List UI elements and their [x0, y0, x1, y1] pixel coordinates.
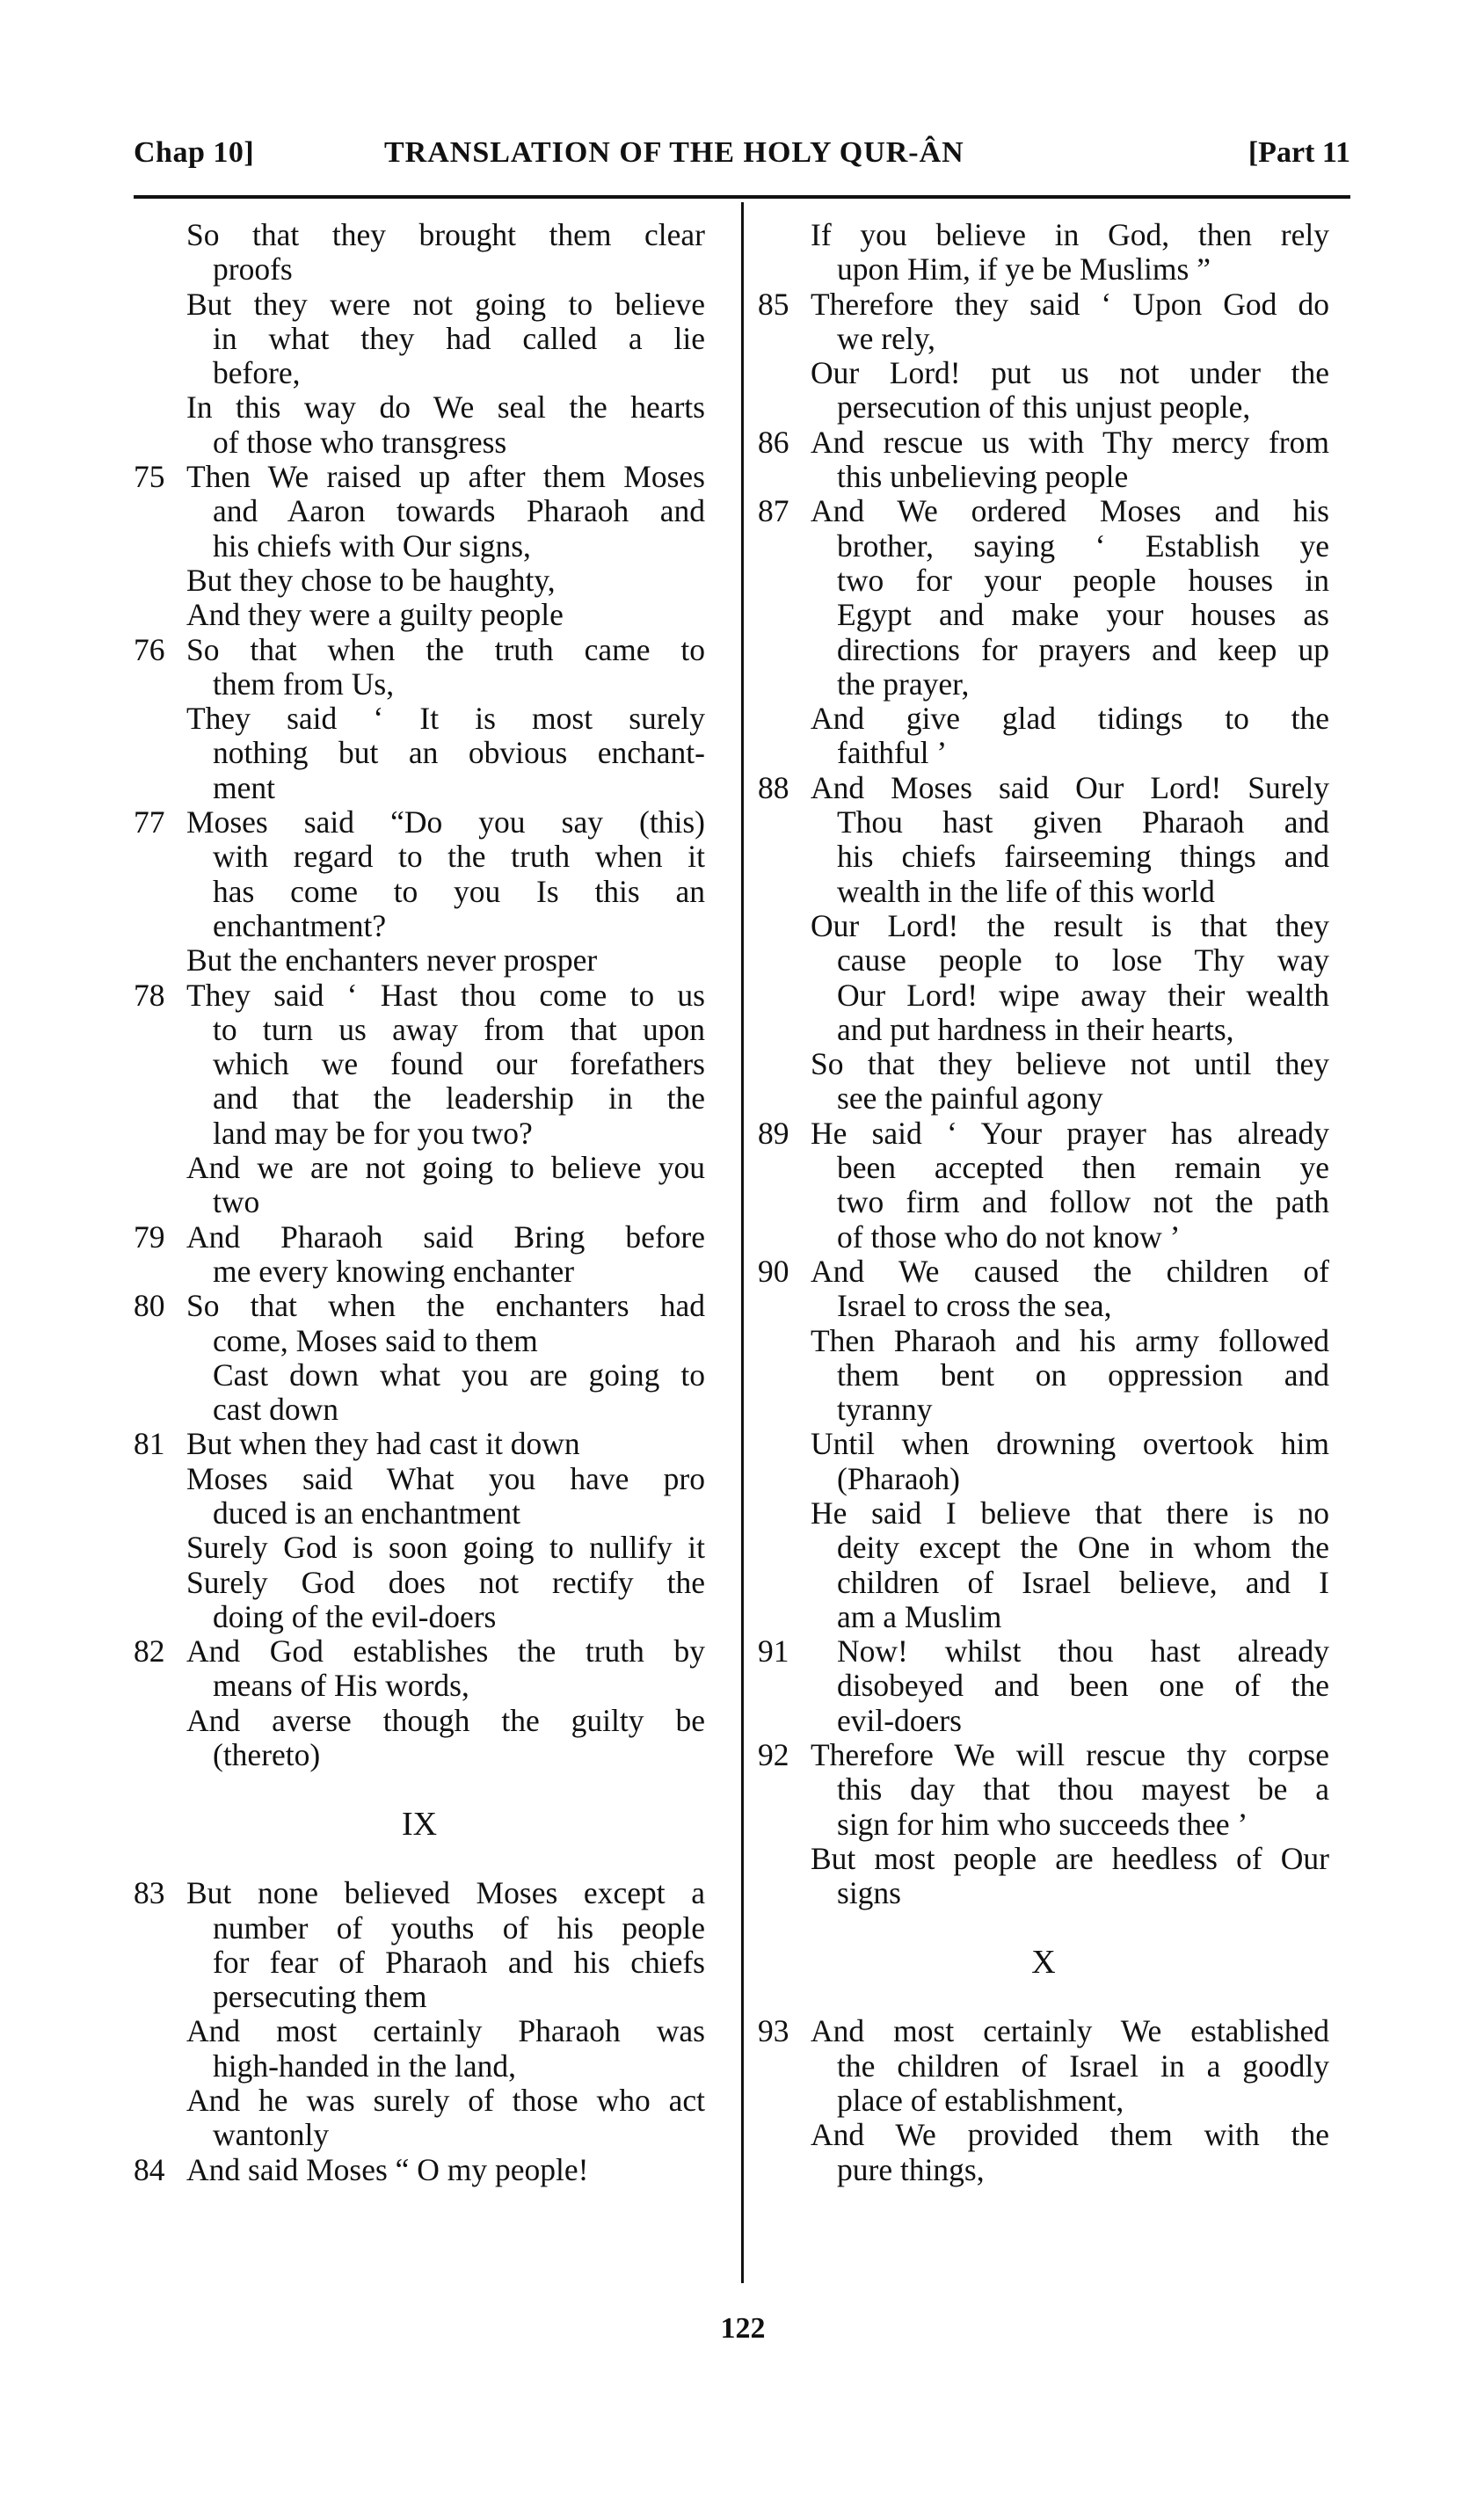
- verse-text: Israel to cross the sea,: [837, 1288, 1112, 1324]
- verse-text: this day that thou mayest be a: [837, 1771, 1329, 1808]
- verse-line: [758, 598, 1329, 632]
- verse-number: 77: [134, 804, 165, 840]
- verse-text: Until when drowning overtook him: [811, 1426, 1329, 1462]
- page-number: 122: [720, 2312, 766, 2345]
- verse-text: But they chose to be haughty,: [186, 562, 556, 598]
- verse-text: land may be for you two?: [213, 1115, 533, 1151]
- verse-line: [134, 1738, 705, 1772]
- verse-text: Now! whilst thou hast already: [837, 1633, 1329, 1669]
- verse-text: enchantment?: [213, 907, 387, 943]
- verse-text: Surely God does not rectify the: [186, 1564, 705, 1600]
- verse-text: signs: [837, 1875, 901, 1911]
- verse-number: 87: [758, 493, 789, 529]
- verse-line: [758, 1358, 1329, 1393]
- verse-line: [758, 1081, 1329, 1116]
- verse-text: two for your people houses in: [837, 562, 1329, 598]
- verse-line: [758, 1876, 1329, 1910]
- verse-text: in what they had called a lie: [213, 320, 705, 356]
- verse-text: But most people are heedless of Our: [811, 1840, 1329, 1876]
- verse-line: [758, 1324, 1329, 1358]
- verse-line: [758, 1669, 1329, 1703]
- verse-text: persecuting them: [213, 1979, 427, 2015]
- verse-line: [758, 2153, 1329, 2187]
- verse-line: [134, 390, 705, 425]
- verse-line: [134, 2084, 705, 2118]
- verse-number: 85: [758, 286, 789, 322]
- verse-line: [134, 1704, 705, 1738]
- verse-text: high-handed in the land,: [213, 2048, 517, 2084]
- verse-line: [758, 322, 1329, 356]
- verse-text: Our Lord! wipe away their wealth: [837, 977, 1329, 1013]
- verse-number: 76: [134, 631, 165, 667]
- verse-line: [134, 2118, 705, 2152]
- verse-number: 82: [134, 1633, 165, 1669]
- verse-line-numbered: [134, 1220, 705, 1255]
- verse-text: means of His words,: [213, 1668, 469, 1704]
- verse-line: [134, 1117, 705, 1151]
- verse-text: Our Lord! the result is that they: [811, 907, 1329, 943]
- verse-text: But none believed Moses except a: [186, 1875, 705, 1911]
- verse-text: to turn us away from that upon: [213, 1011, 705, 1047]
- verse-line: [758, 2118, 1329, 2152]
- verse-text: Therefore We will rescue thy corpse: [811, 1737, 1329, 1773]
- verse-text: disobeyed and been one of the: [837, 1668, 1329, 1704]
- verse-text: directions for prayers and keep up: [837, 631, 1329, 667]
- verse-text: (thereto): [213, 1737, 321, 1773]
- verse-text: And said Moses “ O my people!: [186, 2151, 589, 2187]
- verse-text: am a Muslim: [837, 1598, 1002, 1634]
- verse-text: for fear of Pharaoh and his chiefs: [213, 1944, 705, 1980]
- verse-line: [134, 494, 705, 528]
- verse-text: wealth in the life of this world: [837, 873, 1215, 909]
- section-spacer: [134, 1772, 705, 1807]
- verse-text: of those who transgress: [213, 424, 507, 460]
- verse-text: his chiefs fairseeming things and: [837, 839, 1329, 875]
- verse-text: So that when the enchanters had: [186, 1288, 705, 1324]
- verse-line: [134, 322, 705, 356]
- verse-text: They said ‘ It is most surely: [186, 701, 705, 737]
- verse-text: cause people to lose Thy way: [837, 942, 1329, 978]
- verse-line: [758, 1496, 1329, 1531]
- verse-text: doing of the evil-doers: [213, 1598, 497, 1634]
- verse-number: 83: [134, 1875, 165, 1911]
- verse-line: [758, 356, 1329, 390]
- verse-line: [758, 1531, 1329, 1565]
- verse-number: 86: [758, 424, 789, 460]
- left-column: [134, 218, 705, 2187]
- verse-line: [758, 252, 1329, 287]
- verse-text: In this way do We seal the hearts: [186, 389, 705, 426]
- verse-line: [134, 564, 705, 598]
- verse-line: [758, 1047, 1329, 1081]
- verse-line: [758, 702, 1329, 736]
- verse-text: Moses said “Do you say (this): [186, 804, 705, 840]
- verse-line: [758, 840, 1329, 874]
- verse-text: They said ‘ Hast thou come to us: [186, 977, 705, 1013]
- verse-text: Egypt and make your houses as: [837, 597, 1329, 633]
- verse-line: [134, 1980, 705, 2014]
- verse-text: been accepted then remain ye: [837, 1150, 1329, 1186]
- verse-line: [134, 702, 705, 736]
- verse-line: [758, 667, 1329, 702]
- verse-text: So that when the truth came to: [186, 631, 705, 667]
- verse-text: But the enchanters never prosper: [186, 942, 598, 978]
- verse-text: And they were a guilty people: [186, 597, 564, 633]
- verse-line: [134, 1013, 705, 1047]
- verse-text: persecution of this unjust people,: [837, 389, 1251, 426]
- verse-line: [758, 978, 1329, 1013]
- verse-line: [134, 287, 705, 322]
- verse-line-numbered: [758, 1117, 1329, 1151]
- right-column: [758, 218, 1329, 2187]
- section-spacer: [758, 1980, 1329, 2014]
- verse-text: upon Him, if ye be Muslims ”: [837, 251, 1211, 287]
- verse-line: [134, 667, 705, 702]
- verse-line: [758, 1185, 1329, 1219]
- verse-line: [134, 1324, 705, 1358]
- verse-line: [758, 875, 1329, 909]
- verse-text: And God establishes the truth by: [186, 1633, 705, 1669]
- verse-text: Moses said What you have pro: [186, 1460, 705, 1496]
- verse-text: the children of Israel in a goodly: [837, 2048, 1329, 2084]
- verse-text: children of Israel believe, and I: [837, 1564, 1329, 1600]
- verse-line: [758, 1704, 1329, 1738]
- verse-text: And We caused the children of: [811, 1253, 1329, 1289]
- verse-line: [758, 564, 1329, 598]
- verse-number: 75: [134, 459, 165, 495]
- verse-line-numbered: [758, 494, 1329, 528]
- verse-line: [134, 1047, 705, 1081]
- section-spacer: [134, 1842, 705, 1876]
- verse-text: (Pharaoh): [837, 1460, 960, 1496]
- verse-text: and that the leadership in the: [213, 1080, 705, 1117]
- verse-line: [758, 1600, 1329, 1634]
- verse-text: And we are not going to believe you: [186, 1150, 705, 1186]
- verse-text: He said I believe that there is no: [811, 1495, 1329, 1531]
- verse-text: Cast down what you are going to: [213, 1357, 705, 1393]
- verse-line: [758, 390, 1329, 425]
- verse-line: [134, 529, 705, 564]
- verse-line: [134, 840, 705, 874]
- verse-line-numbered: [758, 771, 1329, 805]
- verse-line-numbered: [758, 426, 1329, 460]
- verse-text: And Moses said Our Lord! Surely: [811, 769, 1329, 805]
- verse-line: [134, 1185, 705, 1219]
- verse-line-numbered: [134, 633, 705, 667]
- verse-line: [758, 1151, 1329, 1185]
- verse-text: come, Moses said to them: [213, 1322, 538, 1358]
- verse-text: And We ordered Moses and his: [811, 493, 1329, 529]
- verse-text: see the painful agony: [837, 1080, 1103, 1117]
- verse-text: the prayer,: [837, 666, 970, 702]
- verse-number: 80: [134, 1288, 165, 1324]
- verse-text: And most certainly We established: [811, 2013, 1329, 2049]
- verse-text: number of youths of his people: [213, 1909, 705, 1946]
- verse-text: But when they had cast it down: [186, 1426, 580, 1462]
- verse-line-numbered: [134, 1427, 705, 1461]
- verse-line: [758, 943, 1329, 978]
- verse-line-numbered: [758, 1634, 1329, 1669]
- verse-text: Our Lord! put us not under the: [811, 355, 1329, 391]
- verse-line-numbered: [134, 1634, 705, 1669]
- verse-line: [758, 2084, 1329, 2118]
- verse-line: [758, 1772, 1329, 1807]
- verse-text: And rescue us with Thy mercy from: [811, 424, 1329, 460]
- verse-line: [134, 252, 705, 287]
- verse-line: [134, 943, 705, 978]
- verse-line: [134, 1600, 705, 1634]
- verse-text: tyranny: [837, 1392, 933, 1428]
- verse-text: has come to you Is this an: [213, 873, 705, 909]
- verse-line: [134, 1462, 705, 1496]
- verse-text: this unbelieving people: [837, 459, 1129, 495]
- verse-line: [134, 1911, 705, 1946]
- section-heading: X: [1031, 1943, 1056, 1981]
- verse-line-numbered: [758, 1738, 1329, 1772]
- verse-text: If you believe in God, then rely: [811, 217, 1329, 252]
- verse-text: Then We raised up after them Moses: [186, 459, 705, 495]
- verse-text: So that they believe not until they: [811, 1046, 1329, 1082]
- section-spacer: [758, 1911, 1329, 1946]
- verse-line: [134, 218, 705, 252]
- verse-line: [758, 736, 1329, 770]
- verse-text: pure things,: [837, 2151, 985, 2187]
- verse-line-numbered: [134, 805, 705, 840]
- verse-text: So that they brought them clear: [186, 217, 705, 252]
- verse-text: duced is an enchantment: [213, 1495, 520, 1531]
- verse-text: cast down: [213, 1392, 338, 1428]
- verse-text: And give glad tidings to the: [811, 701, 1329, 737]
- verse-number: 84: [134, 2151, 165, 2187]
- verse-line: [134, 1358, 705, 1393]
- verse-text: of those who do not know ’: [837, 1218, 1181, 1255]
- verse-line: [134, 1946, 705, 1980]
- verse-line: [134, 875, 705, 909]
- verse-line-numbered: [758, 287, 1329, 322]
- chapter-label: Chap 10]: [134, 136, 255, 169]
- book-title: TRANSLATION OF THE HOLY QUR-ÂN: [384, 136, 964, 169]
- verse-text: And We provided them with the: [811, 2117, 1329, 2153]
- verse-number: 79: [134, 1218, 165, 1255]
- verse-line-numbered: [758, 1255, 1329, 1289]
- verse-number: 91: [758, 1633, 789, 1669]
- verse-text: with regard to the truth when it: [213, 839, 705, 875]
- verse-text: But they were not going to believe: [186, 286, 705, 322]
- verse-number: 92: [758, 1737, 789, 1773]
- verse-line: [758, 1427, 1329, 1461]
- verse-line: [134, 1669, 705, 1703]
- verse-line: [758, 1808, 1329, 1842]
- verse-line-numbered: [758, 2014, 1329, 2048]
- verse-number: 88: [758, 769, 789, 805]
- verse-line: [134, 1393, 705, 1427]
- verse-line: [758, 1013, 1329, 1047]
- verse-line: [134, 909, 705, 943]
- verse-number: 90: [758, 1253, 789, 1289]
- verse-text: brother, saying ‘ Establish ye: [837, 527, 1329, 564]
- verse-text: Surely God is soon going to nullify it: [186, 1530, 705, 1566]
- verse-text: And most certainly Pharaoh was: [186, 2013, 705, 2049]
- verse-text: Therefore they said ‘ Upon God do: [811, 286, 1329, 322]
- verse-text: and Aaron towards Pharaoh and: [213, 493, 705, 529]
- verse-line: [758, 1220, 1329, 1255]
- verse-line: [134, 2014, 705, 2048]
- verse-text: deity except the One in whom the: [837, 1530, 1329, 1566]
- header-rule: [134, 195, 1350, 199]
- verse-line-numbered: [134, 460, 705, 494]
- verse-line: [134, 426, 705, 460]
- verse-text: ment: [213, 769, 275, 805]
- verse-text: two firm and follow not the path: [837, 1184, 1329, 1220]
- verse-line: [134, 1496, 705, 1531]
- verse-line: [134, 2049, 705, 2084]
- part-label: [Part 11: [1248, 136, 1350, 169]
- verse-line: [134, 771, 705, 805]
- verse-number: 93: [758, 2013, 789, 2049]
- verse-text: before,: [213, 355, 301, 391]
- verse-line: [134, 356, 705, 390]
- verse-text: nothing but an obvious enchant-: [213, 735, 705, 771]
- verse-number: 81: [134, 1426, 165, 1462]
- running-header: [134, 136, 1350, 180]
- verse-line: [758, 1462, 1329, 1496]
- verse-line: [134, 1566, 705, 1600]
- verse-line-numbered: [134, 978, 705, 1013]
- verse-text: which we found our forefathers: [213, 1046, 705, 1082]
- verse-text: place of establishment,: [837, 2083, 1124, 2119]
- verse-text: And averse though the guilty be: [186, 1702, 705, 1738]
- verse-text: wantonly: [213, 2117, 330, 2153]
- verse-line: [134, 1255, 705, 1289]
- verse-text: his chiefs with Our signs,: [213, 527, 531, 564]
- verse-text: we rely,: [837, 320, 936, 356]
- verse-text: proofs: [213, 251, 293, 287]
- verse-line: [758, 1289, 1329, 1323]
- verse-line: [758, 529, 1329, 564]
- verse-line: [134, 598, 705, 632]
- verse-line: [134, 736, 705, 770]
- verse-text: two: [213, 1184, 260, 1220]
- verse-number: 78: [134, 977, 165, 1013]
- verse-line: [758, 460, 1329, 494]
- verse-text: And Pharaoh said Bring before: [186, 1218, 705, 1255]
- verse-number: 89: [758, 1115, 789, 1151]
- verse-line: [758, 1566, 1329, 1600]
- verse-line: [758, 1393, 1329, 1427]
- verse-line-numbered: [134, 1289, 705, 1323]
- verse-text: faithful ’: [837, 735, 948, 771]
- verse-text: Thou hast given Pharaoh and: [837, 804, 1329, 840]
- verse-line: [134, 1081, 705, 1116]
- verse-text: He said ‘ Your prayer has already: [811, 1115, 1329, 1151]
- verse-line: [758, 218, 1329, 252]
- verse-line: [758, 1842, 1329, 1876]
- verse-text: and put hardness in their hearts,: [837, 1011, 1234, 1047]
- verse-line-numbered: [134, 2153, 705, 2187]
- verse-line: [758, 2049, 1329, 2084]
- section-heading: IX: [401, 1805, 438, 1843]
- verse-text: Then Pharaoh and his army followed: [811, 1322, 1329, 1358]
- verse-text: me every knowing enchanter: [213, 1253, 575, 1289]
- verse-line: [758, 805, 1329, 840]
- verse-text: sign for him who succeeds thee ’: [837, 1806, 1248, 1842]
- verse-text: And he was surely of those who act: [186, 2083, 705, 2119]
- verse-text: them bent on oppression and: [837, 1357, 1329, 1393]
- verse-text: evil-doers: [837, 1702, 962, 1738]
- verse-line: [134, 1531, 705, 1565]
- verse-line: [758, 633, 1329, 667]
- verse-line: [134, 1151, 705, 1185]
- column-divider: [741, 202, 744, 2283]
- verse-line-numbered: [134, 1876, 705, 1910]
- verse-line: [758, 909, 1329, 943]
- verse-text: them from Us,: [213, 666, 395, 702]
